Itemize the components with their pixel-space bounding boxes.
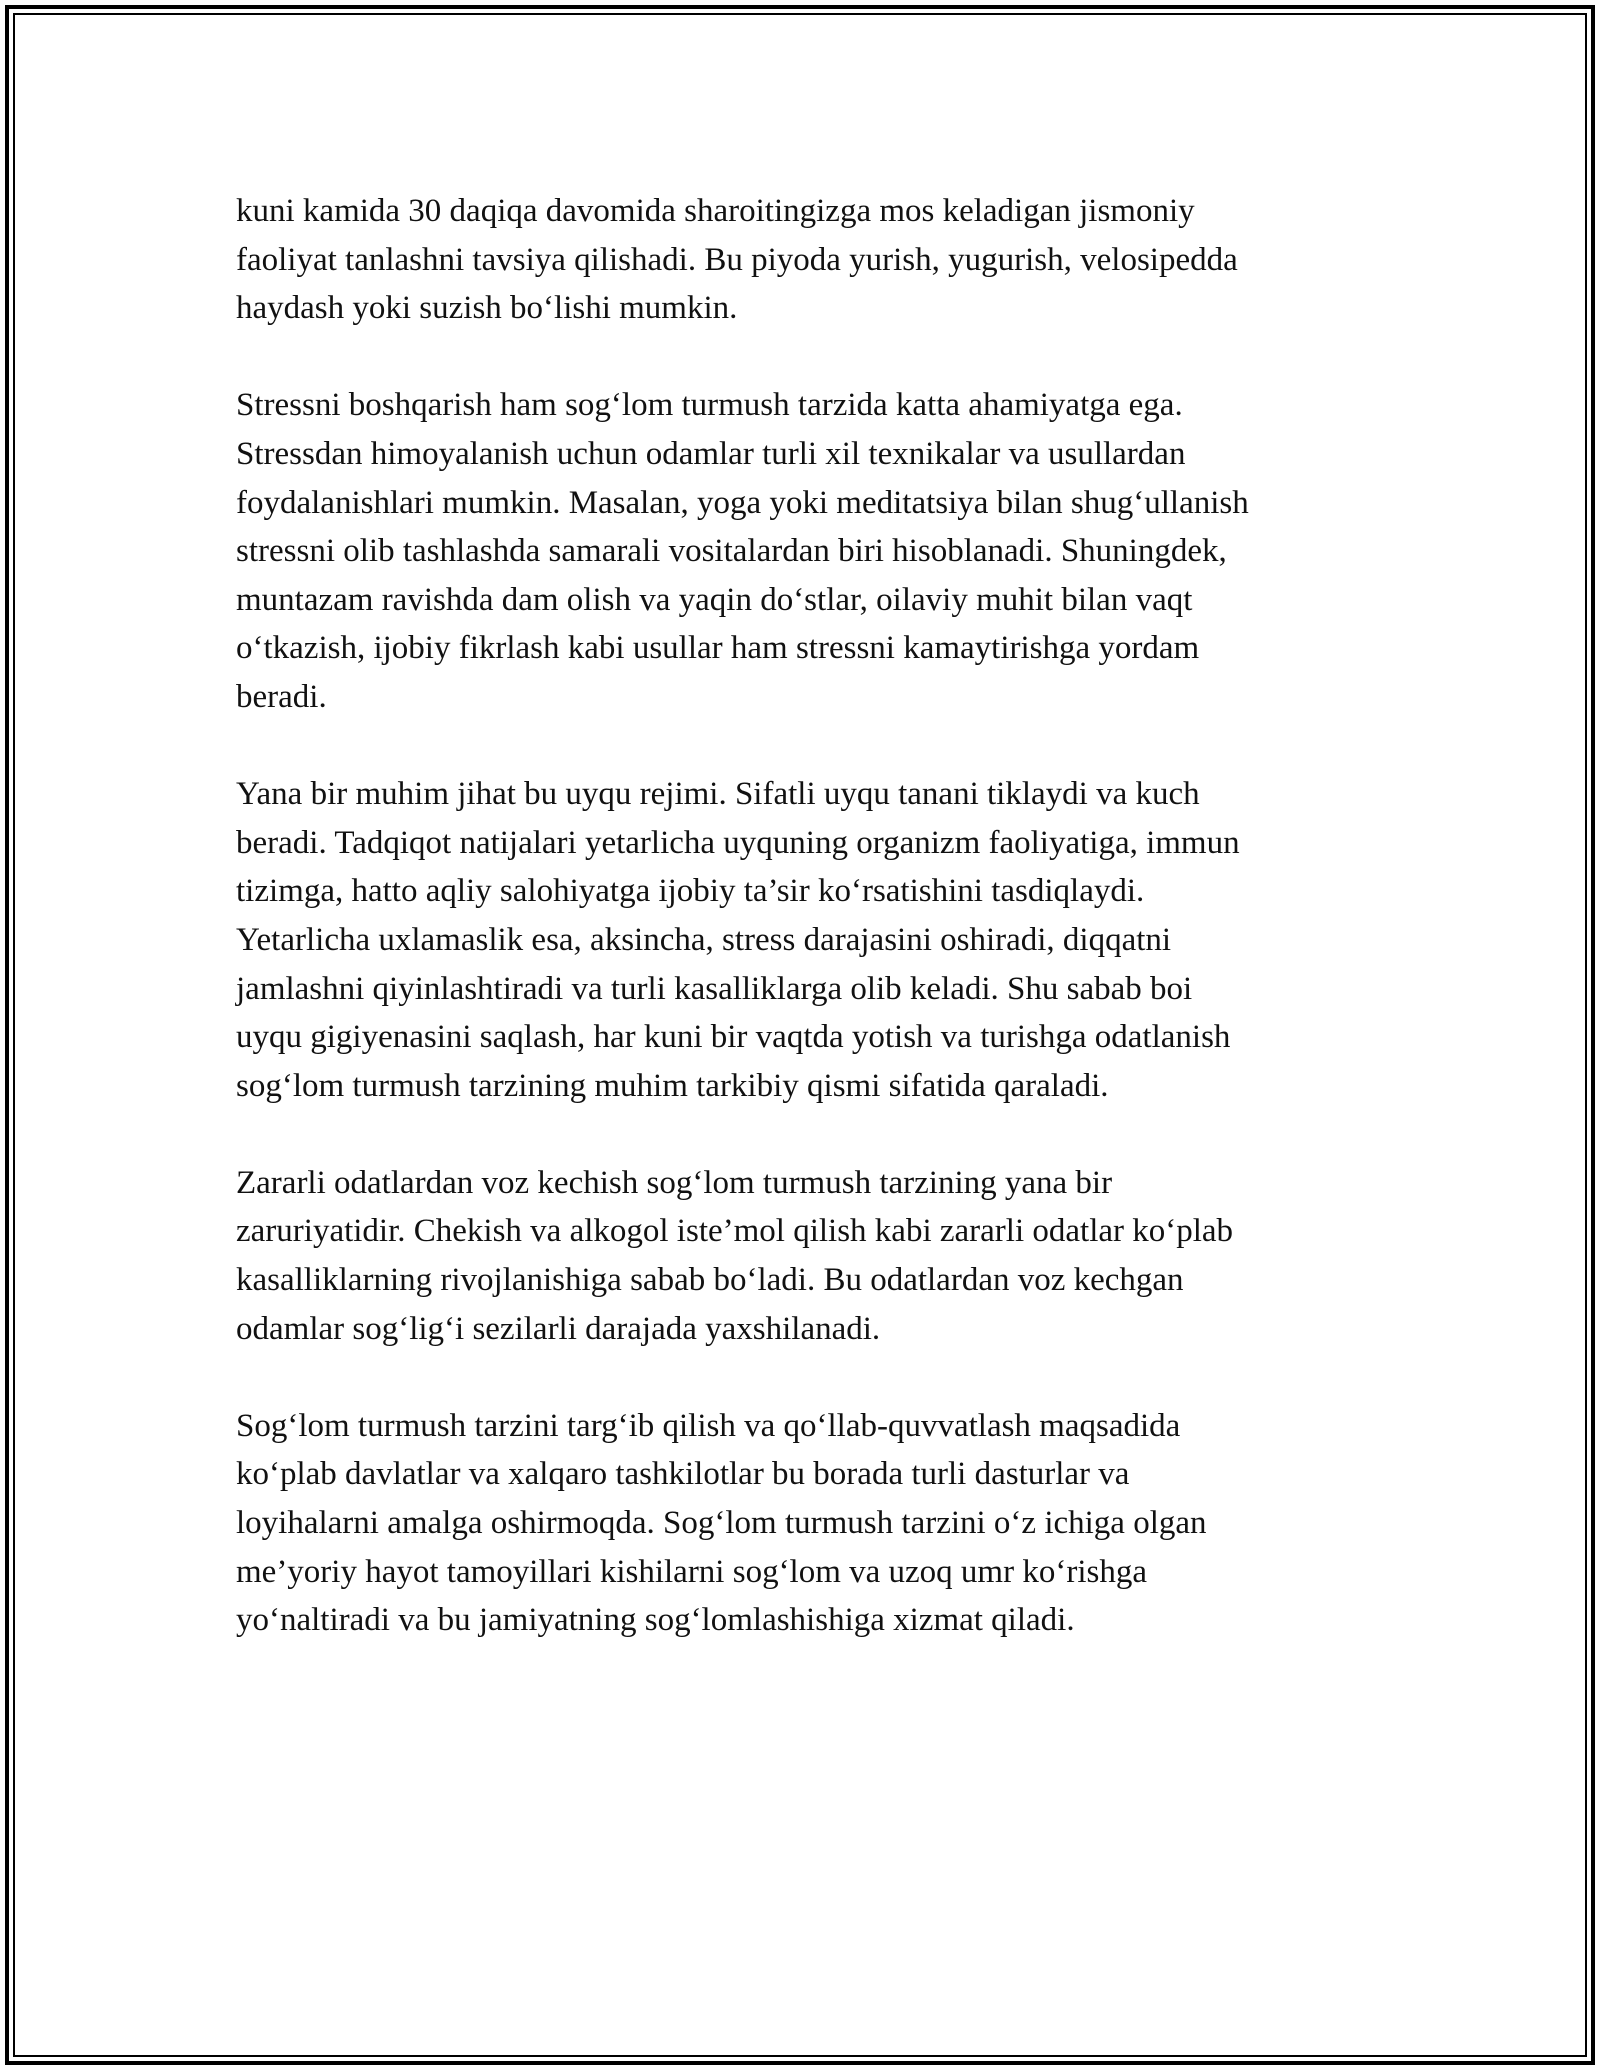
text-line: Stressdan himoyalanish uchun odamlar turli xil texnikalar va usullardan xyxy=(236,435,1186,472)
text-line: beradi. xyxy=(236,678,327,715)
paragraph-promotion xyxy=(236,1402,1416,1645)
text-line: ko‘plab davlatlar va xalqaro tashkilotlar bu borada turli dasturlar va xyxy=(236,1456,1130,1493)
text-line: Zararli odatlardan voz kechish sog‘lom turmush tarzining yana bir xyxy=(236,1164,1113,1201)
text-line: Yana bir muhim jihat bu uyqu rejimi. Sifatli uyqu tanani tiklaydi va kuch xyxy=(236,776,1200,813)
text-line: zaruriyatidir. Chekish va alkogol iste’mol qilish kabi zararli odatlar ko‘plab xyxy=(236,1213,1234,1250)
text-line: o‘tkazish, ijobiy fikrlash kabi usullar ham stressni kamaytirishga yordam xyxy=(236,630,1200,667)
text-line: Stressni boshqarish ham sog‘lom turmush tarzida katta ahamiyatga ega. xyxy=(236,387,1183,424)
text-line: kuni kamida 30 daqiqa davomida sharoitingizga mos keladigan jismoniy xyxy=(236,193,1195,229)
text-line: stressni olib tashlashda samarali vositalardan biri hisoblanadi. Shuningdek, xyxy=(236,533,1227,570)
paragraph-sleep xyxy=(236,770,1416,1110)
text-line: loyihalarni amalga oshirmoqda. Sog‘lom turmush tarzini o‘z ichiga olgan xyxy=(236,1505,1207,1542)
text-line: me’yoriy hayot tamoyillari kishilarni sog‘lom va uzoq umr ko‘rishga xyxy=(236,1553,1147,1590)
text-line: jamlashni qiyinlashtiradi va turli kasalliklarga olib keladi. Shu sabab boi xyxy=(236,970,1193,1007)
document-body xyxy=(236,187,1416,1693)
text-line: faoliyat tanlashni tavsiya qilishadi. Bu piyoda yurish, yugurish, velosipedda xyxy=(236,241,1238,278)
text-line: haydash yoki suzish bo‘lishi mumkin. xyxy=(236,290,738,327)
paragraph-physical-activity xyxy=(236,187,1416,333)
text-line: Yetarlicha uxlamaslik esa, aksincha, stress darajasini oshiradi, diqqatni xyxy=(236,921,1172,958)
text-line: kasalliklarning rivojlanishiga sabab bo‘ladi. Bu odatlardan voz kechgan xyxy=(236,1262,1184,1299)
text-line: uyqu gigiyenasini saqlash, har kuni bir vaqtda yotish va turishga odatlanish xyxy=(236,1019,1231,1056)
paragraph-stress-management xyxy=(236,381,1416,721)
text-line: odamlar sog‘lig‘i sezilarli darajada yaxshilanadi. xyxy=(236,1310,881,1347)
text-line: beradi. Tadqiqot natijalari yetarlicha uyquning organizm faoliyatiga, immun xyxy=(236,824,1240,861)
text-line: Sog‘lom turmush tarzini targ‘ib qilish va qo‘llab-quvvatlash maqsadida xyxy=(236,1407,1181,1444)
text-line: muntazam ravishda dam olish va yaqin do‘stlar, oilaviy muhit bilan vaqt xyxy=(236,581,1193,618)
text-line: yo‘naltiradi va bu jamiyatning sog‘lomlashishiga xizmat qiladi. xyxy=(236,1602,1075,1639)
text-line: sog‘lom turmush tarzining muhim tarkibiy qismi sifatida qaraladi. xyxy=(236,1067,1109,1104)
paragraph-harmful-habits xyxy=(236,1159,1416,1353)
text-line: foydalanishlari mumkin. Masalan, yoga yoki meditatsiya bilan shug‘ullanish xyxy=(236,484,1249,521)
text-line: tizimga, hatto aqliy salohiyatga ijobiy ta’sir ko‘rsatishini tasdiqlaydi. xyxy=(236,873,1145,910)
